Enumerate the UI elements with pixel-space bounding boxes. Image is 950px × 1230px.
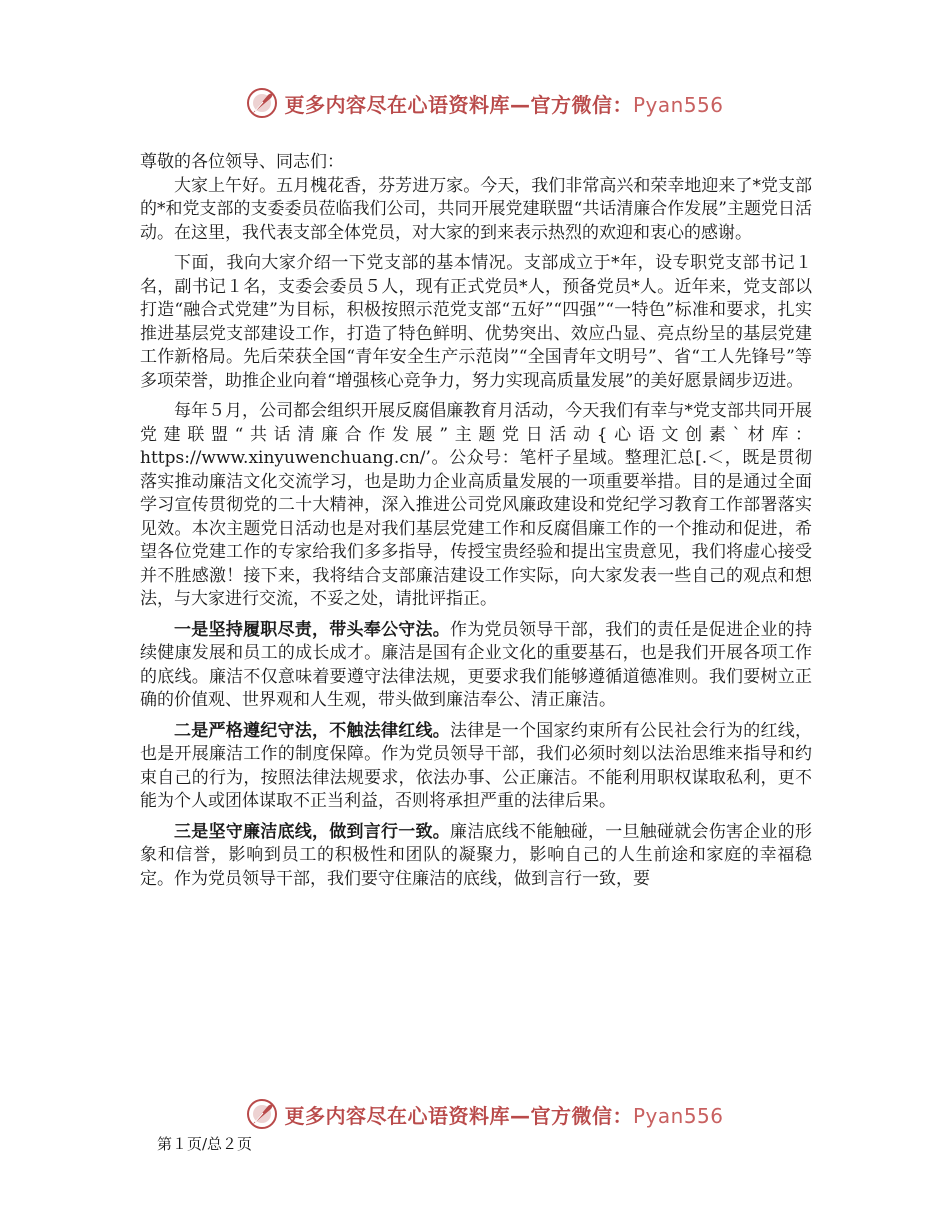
header-banner-wechat-id: Pyan556 [632, 92, 724, 117]
footer-banner-wechat-id: Pyan556 [632, 1103, 724, 1128]
footer-banner-text [284, 1100, 723, 1129]
point-three-heading: 三是坚守廉洁底线，做到言行一致。 [174, 821, 450, 842]
header-banner-text [284, 89, 723, 118]
paragraph-welcome: 大家上午好。五月槐花香，芬芳进万家。今天，我们非常高兴和荣幸地迎来了*党支部的*和党支部的支委委员莅临我们公司，共同开展党建联盟“共话清廉合作发展”主题党日活动。在这里，我代表支部全体党员，对大家的到来表示热烈的欢迎和衷心的感谢。 [140, 175, 812, 243]
footer-banner-main: 更多内容尽在心语资料库—官方微信： [284, 1103, 633, 1128]
quill-logo-icon [246, 87, 278, 119]
page-number: 第１页/总２页 [157, 1135, 253, 1153]
footer-banner [0, 1097, 950, 1131]
quill-logo-icon [246, 1098, 278, 1130]
header-banner [0, 86, 950, 120]
header-banner-main: 更多内容尽在心语资料库—官方微信： [284, 92, 633, 117]
paragraph-activity-purpose: 每年５月，公司都会组织开展反腐倡廉教育月活动，今天我们有幸与*党支部共同开展党建联盟“共话清廉合作发展”主题党日活动{心语文创素`材库：https://www.xinyuwenchuang.cn/’。公众号：笔杆子星域。整理汇总[.＜，既是贯彻落实推动廉洁文化交流学习，也是助力企业高质量发展的一项重要举措。目的是通过全面学习宣传贯彻党的二十大精神，深入推进公司党风廉政建设和党纪学习教育工作部署落实见效。本次主题党日活动也是对我们基层党建工作和反腐倡廉工作的一个推动和促进，希望各位党建工作的专家给我们多多指导，传授宝贵经验和提出宝贵意见，我们将虚心接受并不胜感激！接下来，我将结合支部廉洁建设工作实际，向大家发表一些自己的观点和想法，与大家进行交流，不妥之处，请批评指正。 [140, 401, 812, 609]
paragraph-branch-intro: 下面，我向大家介绍一下党支部的基本情况。支部成立于*年，设专职党支部书记１名，副书记１名，支委会委员５人，现有正式党员*人，预备党员*人。近年来，党支部以打造“融合式党建”为目标，积极按照示范党支部“五好”“四强”“一特色”标准和要求，扎实推进基层党支部建设工作，打造了特色鲜明、优势突出、效应凸显、亮点纷呈的基层党建工作新格局。先后荣获全国“青年安全生产示范岗”“全国青年文明号”、省“工人先锋号”等多项荣誉，助推企业向着“增强核心竞争力，努力实现高质量发展”的美好愿景阔步迈进。 [140, 253, 812, 391]
paragraph-point-one: 一是坚持履职尽责，带头奉公守法。作为党员领导干部，我们的责任是促进企业的持续健康发展和员工的成长成才。廉洁是国有企业文化的重要基石，也是我们开展各项工作的底线。廉洁不仅意味着要遵守法律法规，更要求我们能够遵循道德准则。我们要树立正确的价值观、世界观和人生观，带头做到廉洁奉公、清正廉洁。 [140, 619, 812, 710]
greeting: 尊敬的各位领导、同志们： [140, 152, 344, 172]
point-two-heading: 二是严格遵纪守法，不触法律红线。 [174, 720, 450, 741]
point-one-heading: 一是坚持履职尽责，带头奉公守法。 [174, 619, 450, 640]
paragraph-point-three: 三是坚守廉洁底线，做到言行一致。廉洁底线不能触碰，一旦触碰就会伤害企业的形象和信誉，影响到员工的积极性和团队的凝聚力，影响自己的人生前途和家庭的幸福稳定。作为党员领导干部，我们要守住廉洁的底线，做到言行一致，要 [140, 821, 812, 889]
paragraph-point-two: 二是严格遵纪守法，不触法律红线。法律是一个国家约束所有公民社会行为的红线，也是开展廉洁工作的制度保障。作为党员领导干部，我们必须时刻以法治思维来指导和约束自己的行为，按照法律法规要求，依法办事、公正廉洁。不能利用职权谋取私利，更不能为个人或团体谋取不正当利益，否则将承担严重的法律后果。 [140, 720, 812, 811]
document-body [140, 151, 812, 898]
